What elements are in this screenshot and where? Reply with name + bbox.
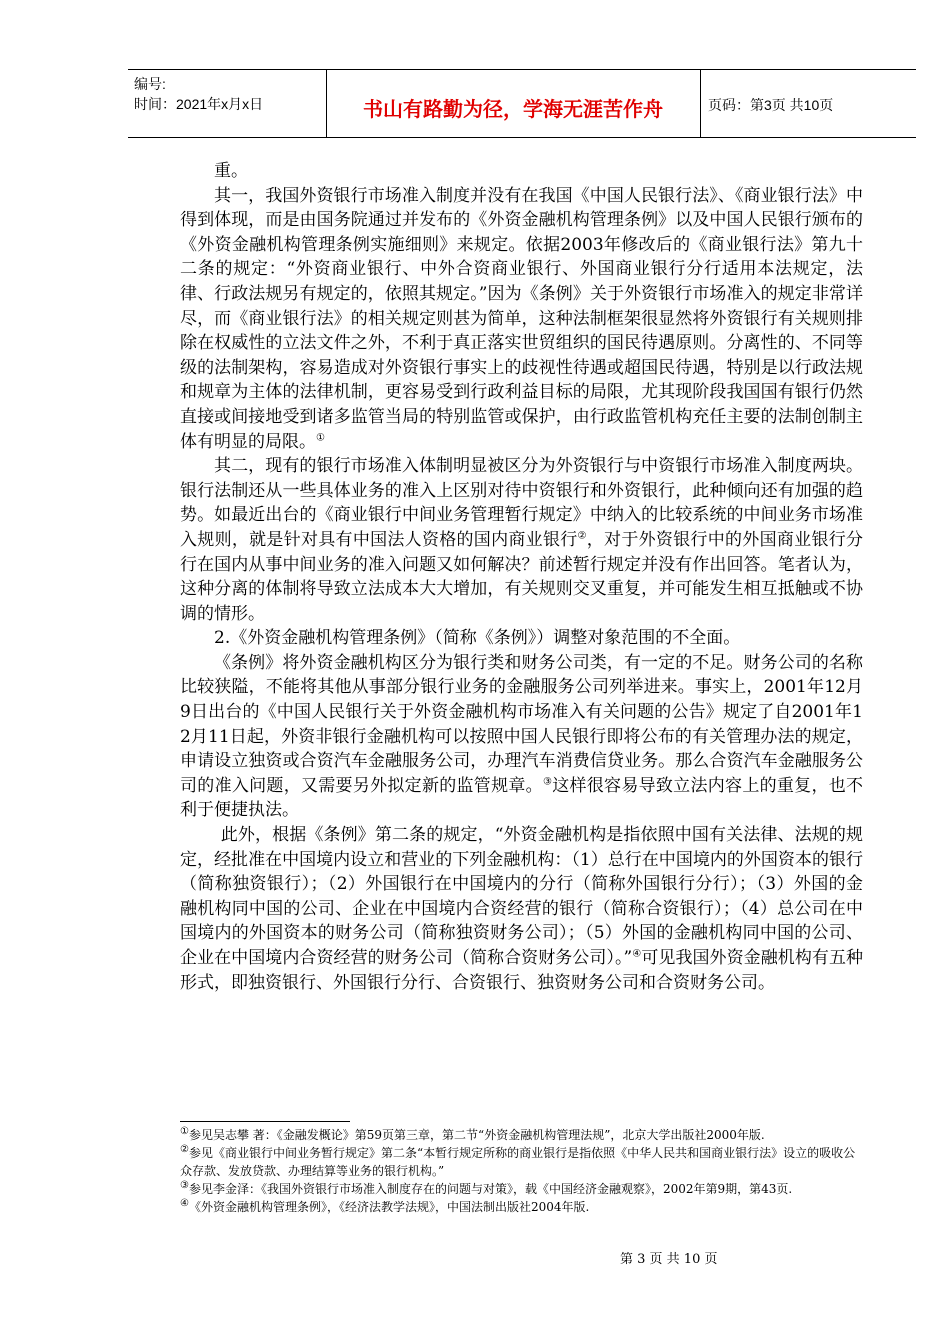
- paragraph-text: ，对于外资银行中的外国商业银行分行在国内从事中间业务的准入问题又如何解决？前述暂行规定并没有作出回答。笔者认为，这种分离的体制将导致立法成本大大增加，有关规则交叉重复，并可能发生相互抵触或不协调的情形。: [180, 529, 864, 624]
- footnote-item: [180, 1198, 863, 1216]
- paragraph-text: 此外，根据《条例》第二条的规定，“外资金融机构是指依照中国有关法律、法规的规定，经批准在中国境内设立和营业的下列金融机构：（1）总行在中国境内的外国资本的银行（简称独资银行）；（2）外国银行在中国境内的分行（简称外国银行分行）；（3）外国的金融机构同中国的公司、企业在中国境内合资经营的银行（简称合资银行）；（4）总公司在中国境内的外国资本的财务公司（简称独资财务公司）；（5）外国的金融机构同中国的公司、企业在中国境内合资经营的财务公司（简称合资财务公司）。”: [180, 825, 863, 968]
- footnote-ref-1: ①: [316, 431, 325, 443]
- section-heading-2: 2.《外资金融机构管理条例》（简称《条例》）调整对象范围的不全面。: [214, 628, 741, 649]
- footnote-mark: ①: [180, 1126, 189, 1137]
- footnote-text: 《外资金融机构管理条例》，《经济法教学法规》，中国法制出版社2004年版.: [188, 1200, 590, 1214]
- footnote-mark: ②: [180, 1144, 189, 1155]
- page-number-label: 页码：第3页 共10页: [708, 97, 834, 113]
- footnote-item: [180, 1180, 863, 1198]
- paragraph-text: 《条例》将外资金融机构区分为银行类和财务公司类，有一定的不足。财务公司的名称比较狭隘，不能将其他从事部分银行业务的金融服务公司列举进来。事实上，2001年12月9日出台的《中国人民银行关于外资金融机构市场准入有关问题的公告》规定了自2001年12月11日起，外资非银行金融机构可以按照中国人民银行即将公布的有关管理办法的规定，申请设立独资或合资汽车金融服务公司，办理汽车消费信贷业务。那么合资汽车金融服务公司的准入问题，又需要另外拟定新的监管规章。: [180, 652, 863, 796]
- page-footer-number: 第 3 页 共 10 页: [620, 1252, 718, 1267]
- footnote-ref-2: ②: [577, 530, 587, 542]
- footnotes: [180, 1126, 863, 1216]
- footnote-item: [180, 1126, 863, 1144]
- paragraph-article-two: [180, 823, 863, 995]
- footnote-ref-4: ④: [632, 948, 642, 960]
- header-meta-cell: [128, 70, 327, 137]
- page-header: [128, 69, 916, 138]
- paragraph-text: 可见我国外资金融机构有五种形式，即独资银行、外国银行分行、合资银行、独资财务公司和合资财务公司。: [180, 948, 864, 993]
- paragraph-regulation: [180, 651, 863, 823]
- footnote-ref-3: ③: [542, 776, 553, 788]
- paragraph-point-two: [180, 454, 863, 626]
- footnote-text: 参见吴志攀 著：《金融发概论》第59页第三章，第二节“外资金融机构管理法规”，北京大学出版社2000年版.: [188, 1128, 765, 1142]
- footnote-item: [180, 1144, 863, 1180]
- paragraph-text: 这样很容易导致立法内容上的重复，也不利于便捷执法。: [180, 775, 864, 821]
- paragraph-continuation: 重。: [214, 161, 248, 181]
- paragraph-point-one: [180, 184, 863, 455]
- serial-number-label: 编号:: [134, 76, 166, 92]
- header-page-cell: [700, 70, 916, 137]
- footnote-separator: [180, 1121, 350, 1122]
- header-motto-cell: [326, 70, 701, 137]
- paragraph-text: 其二，现有的银行市场准入体制明显被区分为外资银行与中资银行市场准入制度两块。银行法制还从一些具体业务的准入上区别对待中资银行和外资银行，此种倾向还有加强的趋势。如最近出台的《商业银行中间业务管理暂行规定》中纳入的比较系统的中间业务市场准入规则，就是针对具有中国法人资格的国内商业银行: [180, 456, 863, 550]
- footnote-mark: ③: [180, 1180, 189, 1191]
- footnote-text: 参见《商业银行中间业务暂行规定》第二条“本暂行规定所称的商业银行是指依照《中华人民共和国商业银行法》设立的吸收公众存款、发放贷款、办理结算等业务的银行机构。”: [180, 1146, 856, 1178]
- body-text: [180, 159, 863, 995]
- motto-text: 书山有路勤为径，学海无涯苦作舟: [363, 97, 663, 121]
- footnote-mark: ④: [180, 1198, 189, 1209]
- time-label: 时间：2021年x月x日: [134, 96, 264, 112]
- footnote-text: 参见李金泽：《我国外资银行市场准入制度存在的问题与对策》，载《中国经济金融观察》，2002年第9期，第43页.: [188, 1182, 793, 1196]
- paragraph-text: 其一，我国外资银行市场准入制度并没有在我国《中国人民银行法》、《商业银行法》中得到体现，而是由国务院通过并发布的《外资金融机构管理条例》以及中国人民银行颁布的《外资金融机构管理条例实施细则》来规定。依据2003年修改后的《商业银行法》第九十二条的规定：“外资商业银行、中外合资商业银行、外国商业银行分行适用本法规定，法律、行政法规另有规定的，依照其规定。”因为《条例》关于外资银行市场准入的规定非常详尽，而《商业银行法》的相关规定则甚为简单，这种法制框架很显然将外资银行有关规则排除在权威性的立法文件之外，不利于真正落实世贸组织的国民待遇原则。分离性的、不同等级的法制架构，容易造成对外资银行事实上的歧视性待遇或超国民待遇，特别是以行政法规和规章为主体的法律机制，更容易受到行政利益目标的局限，尤其现阶段我国国有银行仍然直接或间接地受到诸多监管当局的特别监管或保护，由行政监管机构充任主要的法制创制主体有明显的局限。: [180, 185, 863, 452]
